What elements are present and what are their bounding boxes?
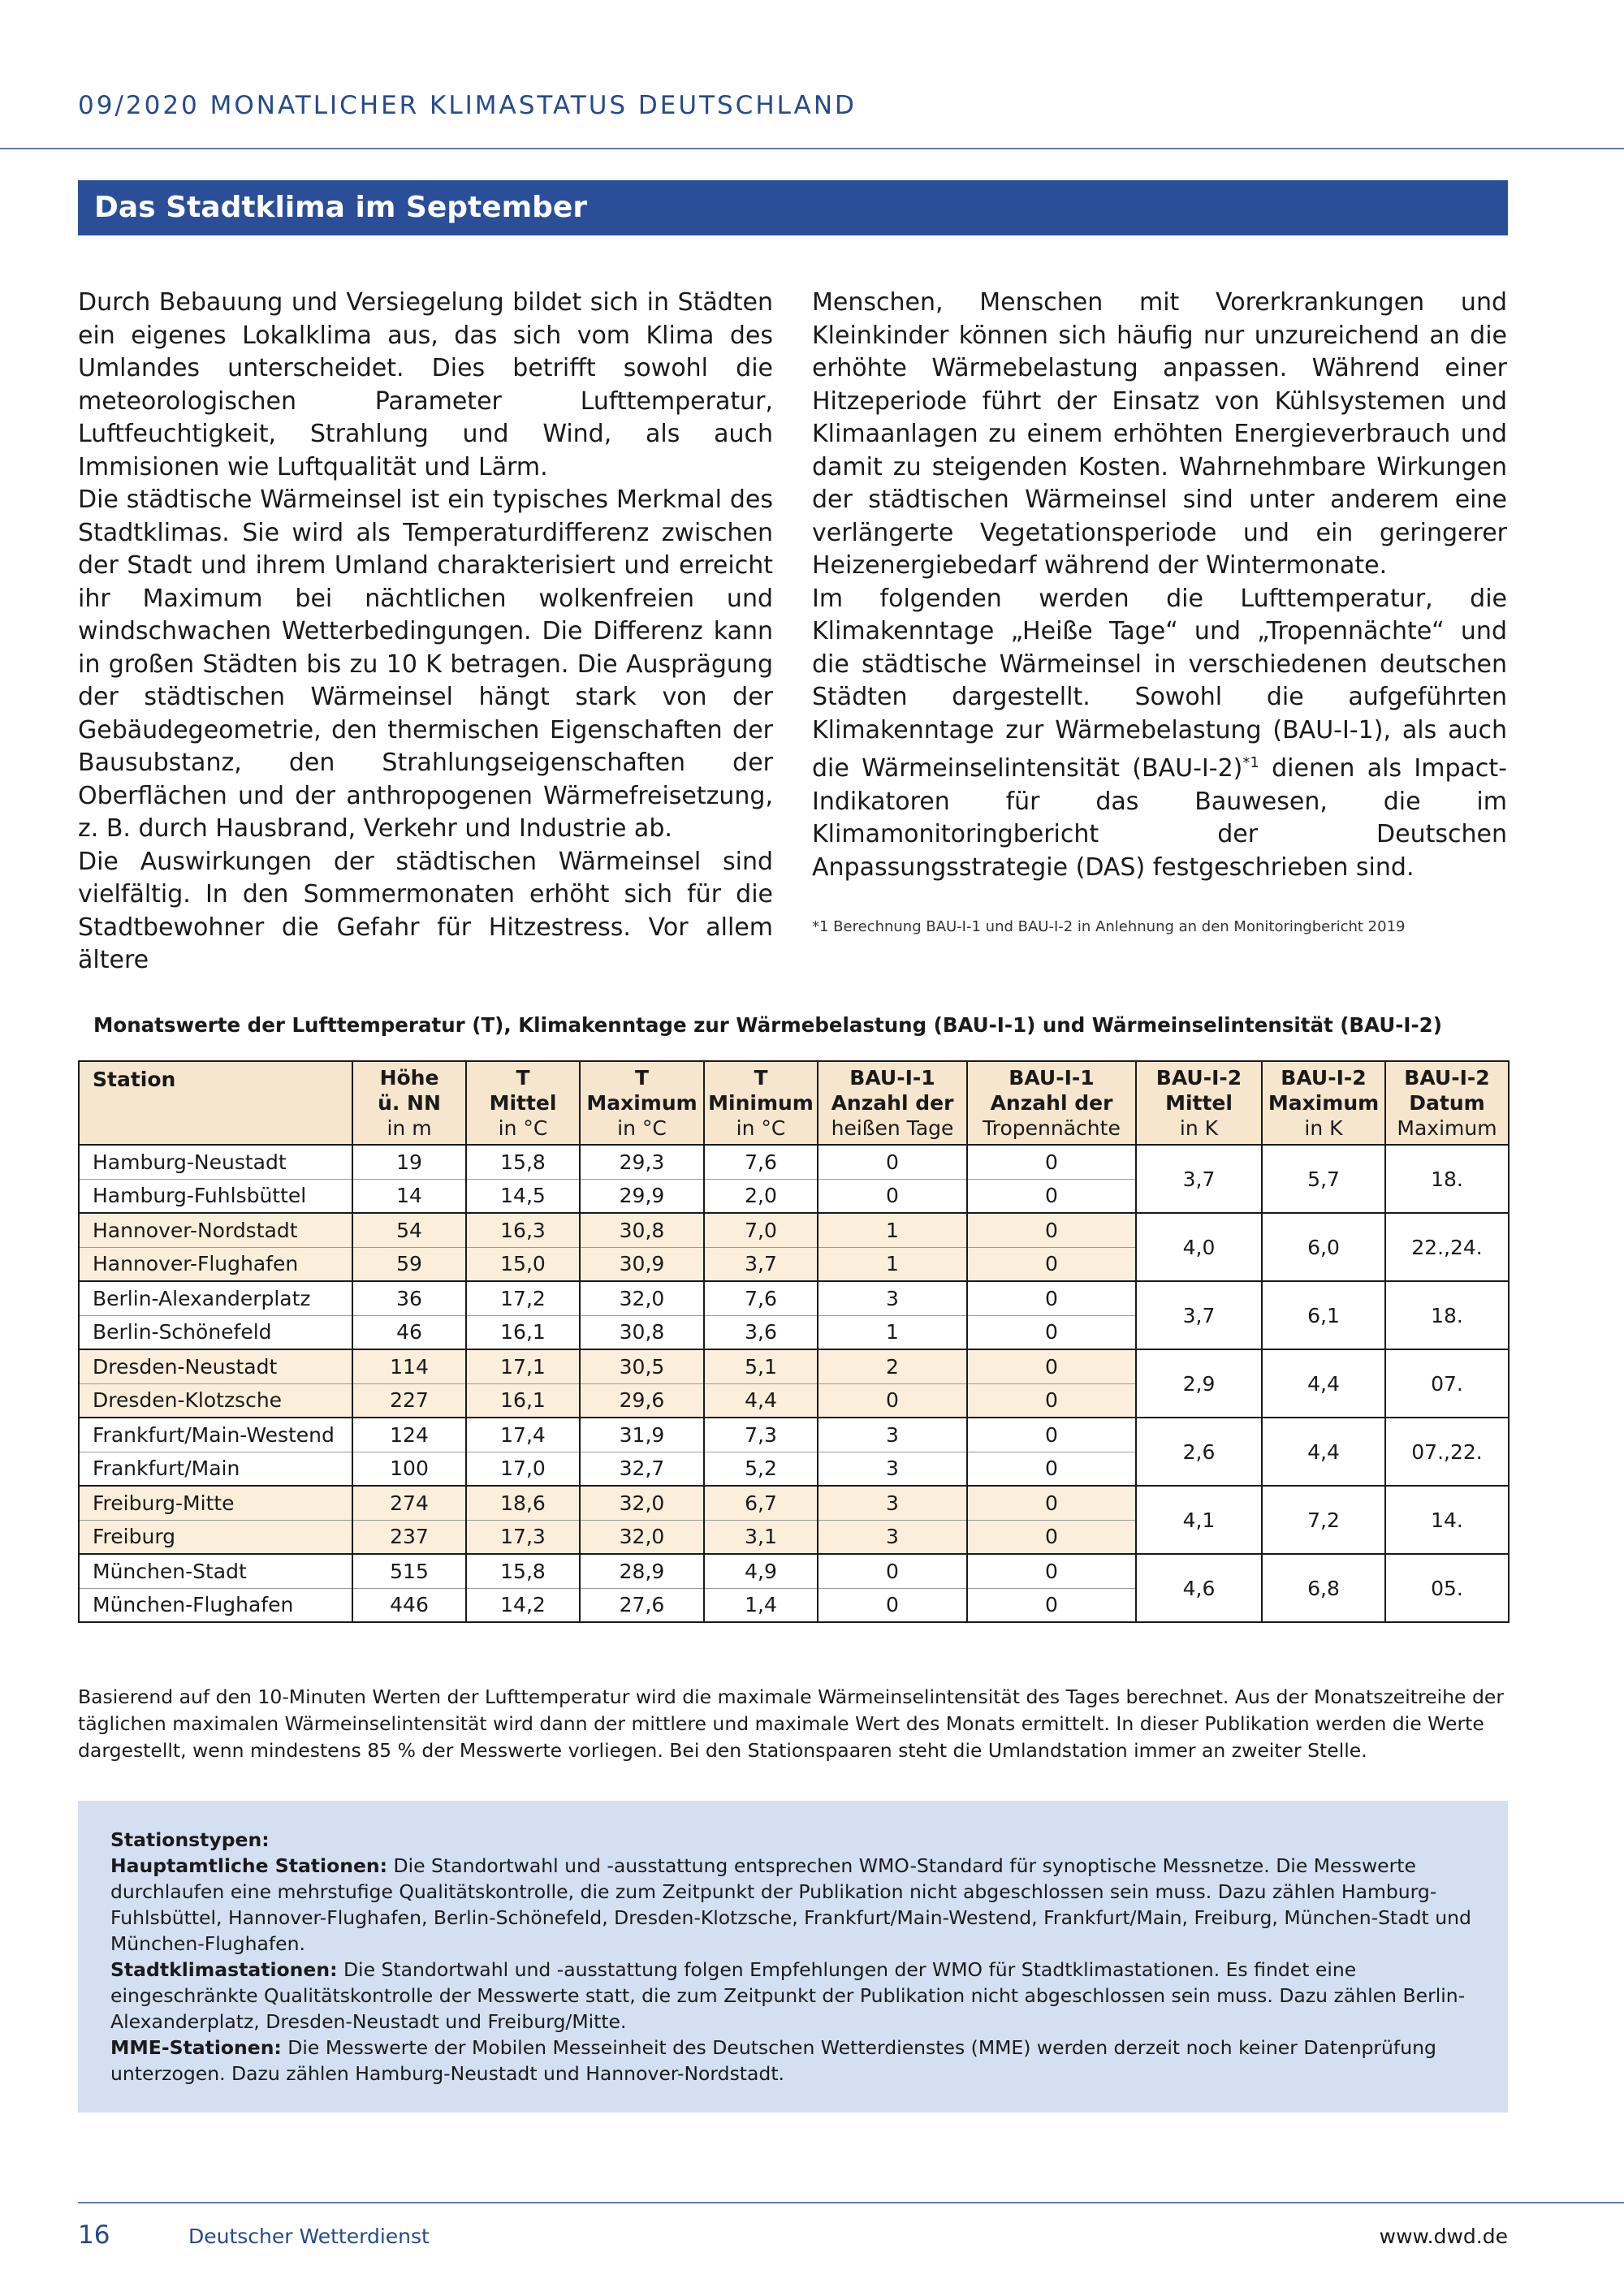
station-name-cell: Berlin-Schönefeld: [79, 1315, 352, 1349]
table-cell: 46: [352, 1315, 466, 1349]
header-line: Datum: [1409, 1091, 1485, 1115]
heat-island-cell: 4,1: [1136, 1486, 1262, 1554]
table-cell: 0: [967, 1520, 1136, 1554]
station-name-cell: Frankfurt/Main: [79, 1452, 352, 1486]
station-name-cell: Hamburg-Fuhlsbüttel: [79, 1179, 352, 1213]
table-cell: 0: [967, 1349, 1136, 1383]
table-cell: 29,6: [580, 1383, 704, 1418]
table-cell: 3,7: [704, 1247, 818, 1281]
infobox-item-label: MME-Stationen:: [110, 2036, 282, 2059]
infobox-item-text: Die Messwerte der Mobilen Messeinheit des Deutschen Wetterdienstes (MME) werden derzeit noch keiner Datenprüfung unterzogen. Dazu zählen Hamburg-Neustadt und Hannover-Nordstadt.: [110, 2036, 1436, 2085]
table-cell: 14,2: [466, 1588, 580, 1622]
table-cell: 0: [967, 1281, 1136, 1315]
heat-island-cell: 07.,22.: [1385, 1418, 1509, 1486]
header-line: Höhe: [379, 1066, 439, 1090]
heat-island-cell: 6,0: [1262, 1213, 1385, 1281]
header-line: Maximum: [586, 1091, 698, 1115]
table-note: Basierend auf den 10-Minuten Werten der Lufttemperatur wird die maximale Wärmeinselintensität des Tages berechnet. Aus der Monatszeitreihe der täglichen maximalen Wärmeinselintensität wird dann der mittlere und maximale Wert des Monats ermittelt. In dieser Publikation werden die Werte dargestellt, wenn mindestens 85 % der Messwerte vorliegen. Bei den Stationspaaren steht die Umlandstation immer an zweiter Stelle.: [78, 1685, 1504, 1762]
header-line: T: [634, 1066, 650, 1090]
table-cell: 28,9: [580, 1554, 704, 1588]
table-cell: 1: [818, 1315, 967, 1349]
table-cell: 30,8: [580, 1213, 704, 1247]
body-text: Im folgenden werden die Lufttemperatur, die Klimakenntage „Heiße Tage“ und „Tropennächte“ und die städtische Wärmeinsel in verschiedenen deutschen Städten dargestellt. Sowohl die aufgeführten Klimakenntage zur Wärmebelastung (BAU-I-1), als auch die Wärmeinselintensität (BAU-I-2): [812, 584, 1507, 783]
infobox-item-text: Die Standortwahl und -ausstattung folgen Empfehlungen der WMO für Stadtklimastationen. Es findet eine eingeschränkte Qualitätskontrolle der Messwerte statt, die zum Zeitpunkt der Publikation nicht abgeschlossen sein muss. Dazu zählen Berlin-Alexanderplatz, Dresden-Neustadt und Freiburg/Mitte.: [110, 1958, 1466, 2033]
heat-island-cell: 14.: [1385, 1486, 1509, 1554]
header-line: Anzahl der: [990, 1091, 1113, 1115]
header-line: Minimum: [708, 1091, 814, 1115]
table-cell: 32,0: [580, 1281, 704, 1315]
table-cell: 274: [352, 1486, 466, 1520]
table-cell: 30,5: [580, 1349, 704, 1383]
heat-island-cell: 6,8: [1262, 1554, 1385, 1622]
table-cell: 0: [818, 1383, 967, 1418]
station-name-cell: München-Flughafen: [79, 1588, 352, 1622]
header-line: T: [516, 1066, 530, 1090]
table-cell: 14: [352, 1179, 466, 1213]
table-header-row: [79, 1061, 1509, 1145]
table-cell: 0: [967, 1554, 1136, 1588]
table-cell: 3: [818, 1418, 967, 1452]
table-cell: 2,0: [704, 1179, 818, 1213]
table-cell: 31,9: [580, 1418, 704, 1452]
header-line: ü. NN: [378, 1091, 441, 1115]
body-paragraph: Menschen, Menschen mit Vorerkrankungen und Kleinkinder können sich häufig nur unzureichend an die erhöhte Wärmebelastung anpassen. Während einer Hitzeperiode führt der Einsatz von Kühlsystemen und Klimaanlagen zu einem erhöhten Energieverbrauch und damit zu steigenden Kosten. Wahrnehmbare Wirkungen der städtischen Wärmeinsel sind unter anderem eine verlängerte Vegetationsperiode und ein geringerer Heizenergiebedarf während der Wintermonate.: [812, 288, 1507, 580]
table-cell: 4,9: [704, 1554, 818, 1588]
header-unit: Tropennächte: [983, 1116, 1121, 1140]
station-name-cell: Dresden-Neustadt: [79, 1349, 352, 1383]
heat-island-cell: 4,6: [1136, 1554, 1262, 1622]
header-unit: in K: [1304, 1116, 1343, 1140]
heat-island-cell: 7,2: [1262, 1486, 1385, 1554]
heat-island-cell: 4,4: [1262, 1349, 1385, 1418]
table-cell: 0: [967, 1145, 1136, 1179]
station-data-table: [78, 1060, 1510, 1623]
section-title: Das Stadtklima im September: [78, 180, 1508, 235]
station-types-infobox: [78, 1801, 1508, 2113]
table-header-cell: [818, 1061, 967, 1145]
table-cell: 16,3: [466, 1213, 580, 1247]
header-unit: heißen Tage: [831, 1116, 954, 1140]
heat-island-cell: 4,0: [1136, 1213, 1262, 1281]
table-cell: 0: [818, 1179, 967, 1213]
table-cell: 227: [352, 1383, 466, 1418]
header-title: 09/2020 MONATLICHER KLIMASTATUS DEUTSCHLAND: [78, 91, 857, 120]
table-cell: 17,1: [466, 1349, 580, 1383]
table-cell: 1,4: [704, 1588, 818, 1622]
table-row: [79, 1349, 1509, 1383]
table-cell: 0: [967, 1315, 1136, 1349]
table-cell: 0: [818, 1145, 967, 1179]
table-row: [79, 1418, 1509, 1452]
table-cell: 36: [352, 1281, 466, 1315]
footer-organization: Deutscher Wetterdienst: [188, 2225, 430, 2248]
header-line: BAU-I-2: [1155, 1066, 1242, 1090]
table-cell: 29,9: [580, 1179, 704, 1213]
table-row: [79, 1145, 1509, 1179]
infobox-item: [110, 2035, 1475, 2087]
table-cell: 17,3: [466, 1520, 580, 1554]
table-caption: Monatswerte der Lufttemperatur (T), Klimakenntage zur Wärmebelastung (BAU-I-1) und Wärmeinselintensität (BAU-I-2): [93, 1013, 1442, 1037]
table-cell: 17,4: [466, 1418, 580, 1452]
infobox-item-label: Hauptamtliche Stationen:: [110, 1854, 388, 1877]
table-cell: 16,1: [466, 1315, 580, 1349]
header-line: Maximum: [1268, 1091, 1380, 1115]
table-cell: 0: [818, 1554, 967, 1588]
table-header-cell: Station: [79, 1061, 352, 1145]
table-cell: 14,5: [466, 1179, 580, 1213]
table-cell: 0: [967, 1247, 1136, 1281]
table-cell: 0: [967, 1588, 1136, 1622]
table-header-cell: [1385, 1061, 1509, 1145]
table-row: [79, 1281, 1509, 1315]
table-cell: 5,1: [704, 1349, 818, 1383]
infobox-item: [110, 1957, 1475, 2035]
table-cell: 7,6: [704, 1281, 818, 1315]
heat-island-cell: 07.: [1385, 1349, 1509, 1418]
table-cell: 15,8: [466, 1554, 580, 1588]
table-cell: 16,1: [466, 1383, 580, 1418]
header-unit: in m: [387, 1116, 432, 1140]
table-cell: 32,0: [580, 1520, 704, 1554]
infobox-item: [110, 1853, 1475, 1957]
body-column-left: [78, 287, 773, 978]
station-name-cell: Hamburg-Neustadt: [79, 1145, 352, 1179]
table-header-cell: [704, 1061, 818, 1145]
table-header-cell: [967, 1061, 1136, 1145]
heat-island-cell: 18.: [1385, 1145, 1509, 1213]
header-line: Mittel: [1165, 1091, 1233, 1115]
heat-island-cell: 6,1: [1262, 1281, 1385, 1349]
header-line: T: [754, 1066, 768, 1090]
table-cell: 2: [818, 1349, 967, 1383]
table-cell: 32,7: [580, 1452, 704, 1486]
header-divider: [0, 148, 1624, 149]
table-cell: 4,4: [704, 1383, 818, 1418]
table-header-cell: [352, 1061, 466, 1145]
table-header-cell: [466, 1061, 580, 1145]
table-cell: 114: [352, 1349, 466, 1383]
footnote: *1 Berechnung BAU-I-1 und BAU-I-2 in Anlehnung an den Monitoringbericht 2019: [812, 918, 1406, 935]
table-cell: 0: [967, 1213, 1136, 1247]
table-cell: 15,0: [466, 1247, 580, 1281]
table-cell: 3: [818, 1520, 967, 1554]
header-unit: Maximum: [1397, 1116, 1497, 1140]
table-header-cell: [580, 1061, 704, 1145]
table-cell: 3,6: [704, 1315, 818, 1349]
station-name-cell: Frankfurt/Main-Westend: [79, 1418, 352, 1452]
heat-island-cell: 2,6: [1136, 1418, 1262, 1486]
infobox-item-text: Die Standortwahl und -ausstattung entsprechen WMO-Standard für synoptische Messnetze. Die Messwerte durchlaufen eine mehrstufige Qualitätskontrolle, die zum Zeitpunkt der Publikation nicht abgeschlossen sein muss. Dazu zählen Hamburg-Fuhlsbüttel, Hannover-Flughafen, Berlin-Schönefeld, Dresden-Klotzsche, Frankfurt/Main-Westend, Frankfurt/Main, Freiburg, München-Stadt und München-Flughafen.: [110, 1854, 1471, 1955]
table-cell: 0: [967, 1418, 1136, 1452]
infobox-title: Stationstypen:: [110, 1828, 270, 1851]
header-unit: in °C: [736, 1116, 786, 1140]
body-paragraph: Durch Bebauung und Versiegelung bildet sich in Städten ein eigenes Lokalklima aus, das sich vom Klima des Umlandes unterscheidet. Dies betrifft sowohl die meteorologischen Parameter Lufttemperatur, Luftfeuchtigkeit, Strahlung und Wind, als auch Immisionen wie Luftqualität und Lärm.: [78, 288, 773, 481]
station-name-cell: Dresden-Klotzsche: [79, 1383, 352, 1418]
table-cell: 3,1: [704, 1520, 818, 1554]
station-name-cell: München-Stadt: [79, 1554, 352, 1588]
header-line: BAU-I-1: [849, 1066, 935, 1090]
table-cell: 6,7: [704, 1486, 818, 1520]
heat-island-cell: 3,7: [1136, 1281, 1262, 1349]
table-cell: 7,3: [704, 1418, 818, 1452]
footer-divider: [78, 2202, 1624, 2203]
table-row: [79, 1213, 1509, 1247]
station-name-cell: Hannover-Flughafen: [79, 1247, 352, 1281]
table-cell: 7,6: [704, 1145, 818, 1179]
table-cell: 29,3: [580, 1145, 704, 1179]
footnote-marker: *1: [1242, 754, 1259, 771]
infobox-item-label: Stadtklimastationen:: [110, 1958, 338, 1981]
body-paragraph: Die städtische Wärmeinsel ist ein typisches Merkmal des Stadtklimas. Sie wird als Temperaturdifferenz zwischen der Stadt und ihrem Umland charakterisiert und erreicht ihr Maximum bei nächtlichen wolkenfreien und windschwachen Wetterbedingungen. Die Differenz kann in großen Städten bis zu 10 K betragen. Die Ausprägung der städtischen Wärmeinsel hängt stark von der Gebäudegeometrie, den thermischen Eigenschaften der Bausubstanz, den Strahlungseigenschaften der Oberflächen und der anthropogenen Wärmefreisetzung, z. B. durch Hausbrand, Verkehr und Industrie ab.: [78, 486, 773, 843]
header-unit: in °C: [498, 1116, 548, 1140]
footer-url: www.dwd.de: [1379, 2225, 1508, 2248]
heat-island-cell: 5,7: [1262, 1145, 1385, 1213]
table-cell: 0: [967, 1452, 1136, 1486]
heat-island-cell: 22.,24.: [1385, 1213, 1509, 1281]
table-cell: 237: [352, 1520, 466, 1554]
table-cell: 3: [818, 1281, 967, 1315]
table-cell: 59: [352, 1247, 466, 1281]
header-line: Anzahl der: [831, 1091, 954, 1115]
heat-island-cell: 18.: [1385, 1281, 1509, 1349]
heat-island-cell: 4,4: [1262, 1418, 1385, 1486]
table-cell: 0: [967, 1486, 1136, 1520]
header-line: Mittel: [489, 1091, 557, 1115]
table-cell: 446: [352, 1588, 466, 1622]
table-header-cell: [1136, 1061, 1262, 1145]
page-number: 16: [78, 2220, 110, 2250]
table-cell: 124: [352, 1418, 466, 1452]
table-cell: 18,6: [466, 1486, 580, 1520]
table-cell: 515: [352, 1554, 466, 1588]
table-cell: 32,0: [580, 1486, 704, 1520]
table-cell: 1: [818, 1247, 967, 1281]
body-paragraph: Die Auswirkungen der städtischen Wärmeinsel sind vielfältig. In den Sommermonaten erhöht sich für die Stadtbewohner die Gefahr für Hitzestress. Vor allem ältere: [78, 847, 773, 974]
header-unit: in K: [1179, 1116, 1219, 1140]
table-cell: 17,2: [466, 1281, 580, 1315]
table-cell: 54: [352, 1213, 466, 1247]
heat-island-cell: 05.: [1385, 1554, 1509, 1622]
table-cell: 1: [818, 1213, 967, 1247]
station-name-cell: Hannover-Nordstadt: [79, 1213, 352, 1247]
header-unit: in °C: [617, 1116, 667, 1140]
header-line: BAU-I-2: [1404, 1066, 1490, 1090]
header-line: BAU-I-2: [1281, 1066, 1367, 1090]
heat-island-cell: 3,7: [1136, 1145, 1262, 1213]
table-cell: 30,9: [580, 1247, 704, 1281]
body-column-right: [812, 287, 1507, 884]
table-cell: 100: [352, 1452, 466, 1486]
table-cell: 30,8: [580, 1315, 704, 1349]
station-name-cell: Freiburg: [79, 1520, 352, 1554]
heat-island-cell: 2,9: [1136, 1349, 1262, 1418]
header-line: BAU-I-1: [1009, 1066, 1095, 1090]
table-cell: 15,8: [466, 1145, 580, 1179]
table-cell: 7,0: [704, 1213, 818, 1247]
table-cell: 3: [818, 1486, 967, 1520]
station-name-cell: Freiburg-Mitte: [79, 1486, 352, 1520]
table-row: [79, 1554, 1509, 1588]
station-name-cell: Berlin-Alexanderplatz: [79, 1281, 352, 1315]
table-cell: 0: [967, 1179, 1136, 1213]
table-cell: 17,0: [466, 1452, 580, 1486]
table-header-cell: [1262, 1061, 1385, 1145]
table-row: [79, 1486, 1509, 1520]
body-paragraph: [812, 583, 1507, 885]
table-cell: 27,6: [580, 1588, 704, 1622]
table-cell: 0: [818, 1588, 967, 1622]
table-cell: 5,2: [704, 1452, 818, 1486]
body-text: dienen als Impact-Indikatoren für das Bauwesen, die im Klimamonitoringbericht der Deutschen Anpassungsstrategie (DAS) festgeschrieben sind.: [812, 754, 1507, 882]
table-cell: 19: [352, 1145, 466, 1179]
table-cell: 3: [818, 1452, 967, 1486]
table-cell: 0: [967, 1383, 1136, 1418]
